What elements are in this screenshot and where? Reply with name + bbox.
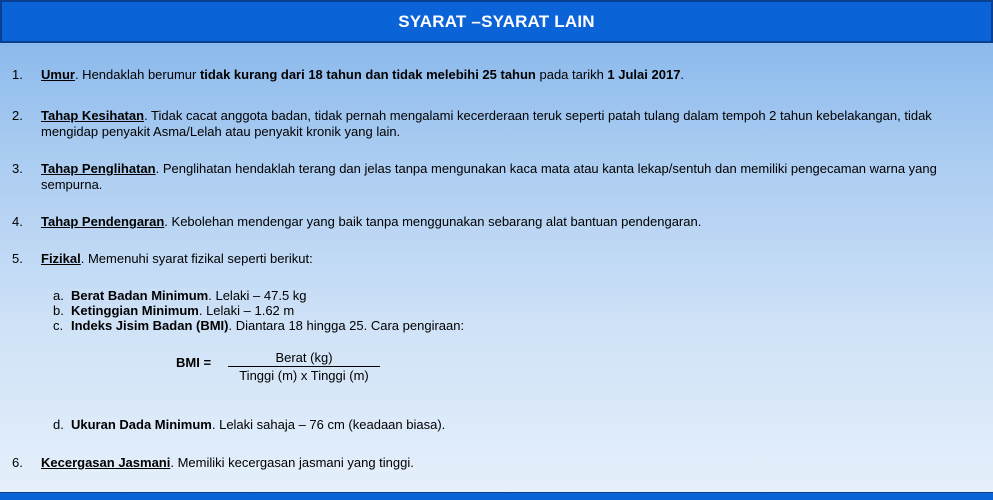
item-text: Fizikal. Memenuhi syarat fizikal seperti berikut:: [41, 251, 313, 266]
item-text: Tahap Pendengaran. Kebolehan mendengar yang baik tanpa menggunakan sebarang alat bantuan pendengaran.: [41, 214, 702, 229]
item-heading: Kecergasan Jasmani: [41, 455, 171, 470]
item-number: 6.: [12, 455, 23, 470]
item-text: Tahap Kesihatan. Tidak cacat anggota badan, tidak pernah mengalami kecerderaan teruk seperti patah tulang dalam tempoh 2 tahun kebelakangan, tidak mengidap penyakit Asma/Lelah atau penyakit kronik yang lain.: [41, 108, 932, 139]
sub-item-letter: d.: [53, 417, 64, 432]
item-text: Umur. Hendaklah berumur tidak kurang dari 18 tahun dan tidak melebihi 25 tahun pada tarikh 1 Julai 2017.: [41, 67, 685, 82]
formula-numerator: Berat (kg): [228, 350, 380, 367]
item-heading: Tahap Kesihatan: [41, 108, 145, 123]
item-text: Kecergasan Jasmani. Memiliki kecergasan jasmani yang tinggi.: [41, 455, 414, 470]
item-heading: Fizikal: [41, 251, 81, 266]
sub-item-letter: c.: [53, 318, 64, 333]
item-number: 4.: [12, 214, 23, 229]
age-range: tidak kurang dari 18 tahun dan tidak melebihi 25 tahun: [199, 67, 536, 82]
item-heading: Tahap Pendengaran: [41, 214, 165, 229]
item-number: 1.: [12, 67, 23, 82]
formula-lhs: BMI =: [176, 355, 212, 370]
cutoff-date: 1 Julai 2017: [607, 67, 681, 82]
sub-item-letter: b.: [53, 303, 64, 318]
sub-item-text: Indeks Jisim Badan (BMI). Diantara 18 hingga 25. Cara pengiraan:: [71, 318, 465, 333]
panel-title: SYARAT –SYARAT LAIN: [398, 11, 595, 31]
item-number: 2.: [12, 108, 23, 123]
item-number: 3.: [12, 161, 23, 176]
item-number: 5.: [12, 251, 23, 266]
sub-item-text: Berat Badan Minimum. Lelaki – 47.5 kg: [71, 288, 307, 303]
formula-denominator: Tinggi (m) x Tinggi (m): [239, 368, 369, 383]
item-heading: Umur: [41, 67, 75, 82]
item-heading: Tahap Penglihatan: [41, 161, 156, 176]
item-text: Tahap Penglihatan. Penglihatan hendaklah terang dan jelas tanpa mengunakan kaca mata atau kanta lekap/sentuh dan memiliki pengecaman warna yang sempurna.: [41, 161, 937, 192]
sub-item-letter: a.: [53, 288, 64, 303]
sub-item-text: Ketinggian Minimum. Lelaki – 1.62 m: [71, 303, 295, 318]
panel-header: [0, 0, 993, 43]
sub-item-text: Ukuran Dada Minimum. Lelaki sahaja – 76 cm (keadaan biasa).: [71, 417, 446, 432]
